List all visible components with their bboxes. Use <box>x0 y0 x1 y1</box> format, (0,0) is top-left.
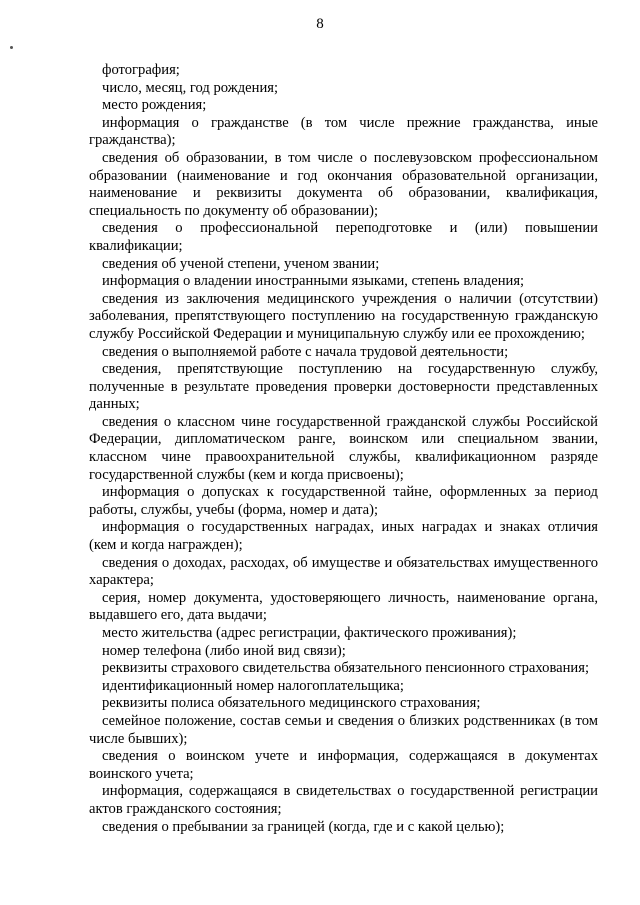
list-item: сведения о профессиональной переподготовке и (или) повышении квалификации; <box>89 220 598 254</box>
list-item: сведения о воинском учете и информация, содержащаяся в документах воинского учета; <box>89 748 598 782</box>
list-item: сведения о классном чине государственной гражданской службы Российской Федерации, дипломатическом ранге, воинском или специальном звании, классном чине правоохранительной службы, квалификационном разряде государственной службы (кем и когда присвоены); <box>89 413 598 483</box>
list-item: информация о государственных наградах, иных наградах и знаках отличия (кем и когда награжден); <box>89 519 598 554</box>
list-item: семейное положение, состав семьи и сведения о близких родственниках (в том числе бывших); <box>89 712 598 747</box>
list-item: сведения о доходах, расходах, об имуществе и обязательствах имущественного характера; <box>89 554 598 589</box>
list-item: информация о гражданстве (в том числе прежние гражданства, иные гражданства); <box>89 114 598 149</box>
list-item: номер телефона (либо иной вид связи); <box>102 642 346 659</box>
list-item: число, месяц, год рождения; <box>102 79 279 96</box>
list-item: место рождения; <box>102 97 207 114</box>
list-item: информация о владении иностранными языками, степень владения; <box>102 273 525 290</box>
list-item: серия, номер документа, удостоверяющего личность, наименование органа, выдавшего его, дата выдачи; <box>89 589 598 624</box>
scan-speck <box>10 46 13 49</box>
list-item: реквизиты страхового свидетельства обязательного пенсионного страхования; <box>102 660 590 677</box>
list-item: реквизиты полиса обязательного медицинского страхования; <box>102 695 481 712</box>
list-item: сведения о пребывании за границей (когда, где и с какой целью); <box>102 818 505 835</box>
list-item: информация, содержащаяся в свидетельствах о государственной регистрации актов гражданского состояния; <box>89 783 598 817</box>
list-item: информация о допусках к государственной тайне, оформленных за период работы, службы, учебы (форма, номер и дата); <box>89 484 598 518</box>
list-item: сведения о выполняемой работе с начала трудовой деятельности; <box>102 343 509 360</box>
list-item: фотография; <box>102 62 180 78</box>
document-body <box>89 62 598 836</box>
list-item: сведения об образовании, в том числе о послевузовском профессиональном образовании (наименование и год окончания образовательной организации, наименование и реквизиты документа об образовании, квалификация, специальность по документу об образовании); <box>89 149 598 219</box>
list-item: сведения, препятствующие поступлению на государственную службу, полученные в результате проведения проверки достоверности представленных данных; <box>89 361 598 413</box>
list-item: сведения из заключения медицинского учреждения о наличии (отсутствии) заболевания, препятствующего поступлению на государственную гражданскую службу Российской Федерации и муниципальную службу или ее прохождению; <box>89 290 598 342</box>
list-item: идентификационный номер налогоплательщика; <box>102 677 404 694</box>
list-item: сведения об ученой степени, ученом звании; <box>102 255 380 272</box>
page-number: 8 <box>316 16 324 32</box>
list-item: место жительства (адрес регистрации, фактического проживания); <box>102 625 517 641</box>
